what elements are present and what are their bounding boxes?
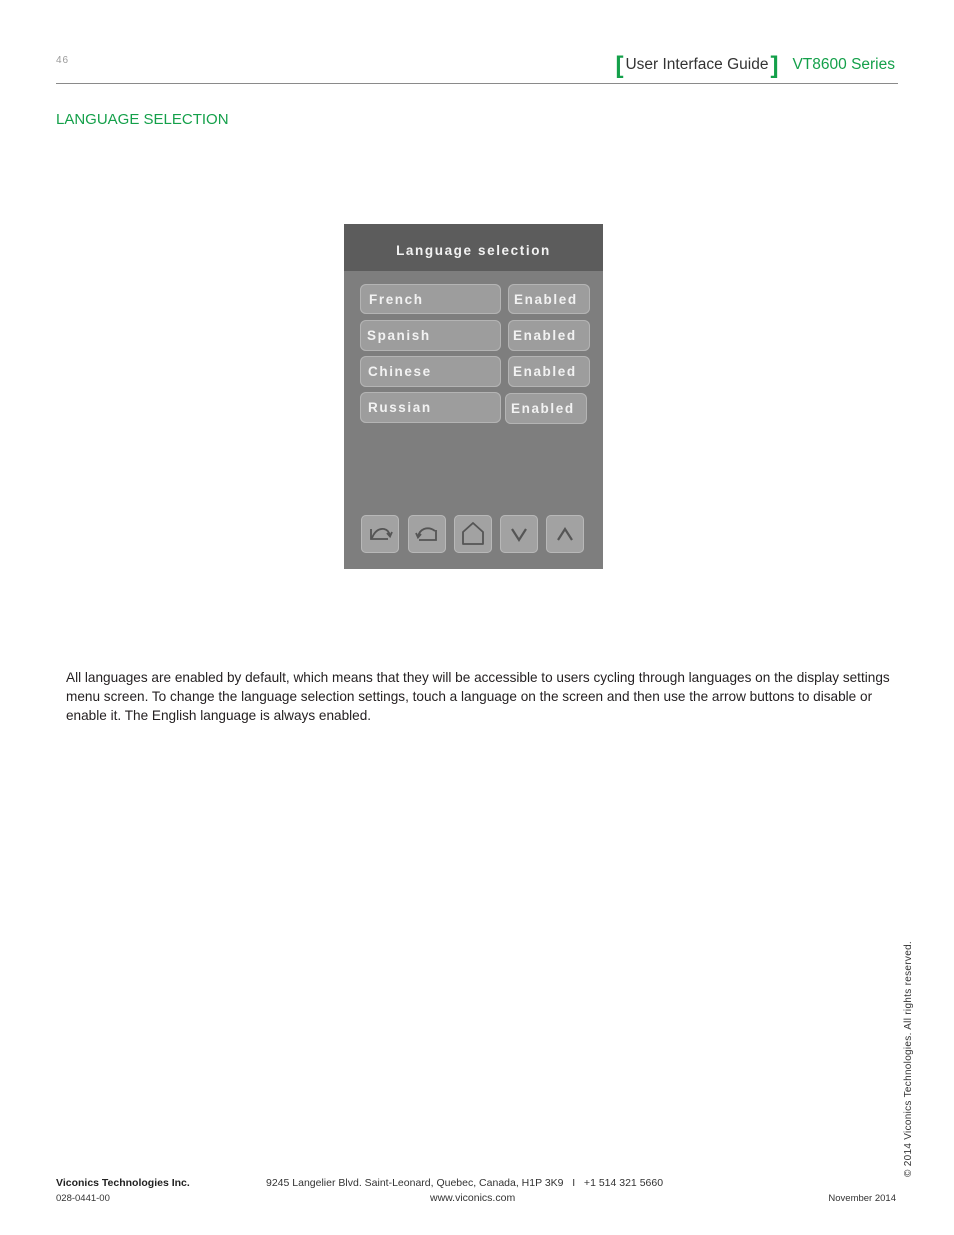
language-button-spanish[interactable]: Spanish bbox=[360, 320, 501, 351]
body-paragraph: All languages are enabled by default, which means that they will be accessible to users cycling through languages on the display settings menu screen. To change the language selection settings, touch a language on the screen and then use the arrow buttons to disable or enable it. The English language is always enabled. bbox=[66, 670, 890, 723]
footer-website[interactable]: www.viconics.com bbox=[430, 1192, 516, 1204]
chevron-down-icon bbox=[505, 520, 533, 548]
header-divider bbox=[56, 83, 898, 84]
page-number: 46 bbox=[56, 55, 70, 66]
footer-date: November 2014 bbox=[828, 1193, 896, 1204]
back-icon bbox=[366, 520, 394, 548]
guide-title: User Interface Guide bbox=[625, 56, 769, 73]
chevron-up-icon bbox=[551, 520, 579, 548]
status-button-chinese[interactable]: Enabled bbox=[508, 356, 590, 387]
forward-icon bbox=[413, 520, 441, 548]
bracket-close: ] bbox=[770, 52, 779, 79]
language-button-french[interactable]: French bbox=[360, 284, 501, 314]
copyright-notice: © 2014 Viconics Technologies. All rights reserved. bbox=[903, 940, 914, 1177]
series-title: VT8600 Series bbox=[792, 56, 895, 73]
section-title: LANGUAGE SELECTION bbox=[56, 111, 229, 128]
language-button-russian[interactable]: Russian bbox=[360, 392, 501, 423]
status-button-spanish[interactable]: Enabled bbox=[508, 320, 590, 351]
home-button[interactable] bbox=[454, 515, 492, 553]
forward-button[interactable] bbox=[408, 515, 446, 553]
footer-doc-number: 028-0441-00 bbox=[56, 1193, 110, 1204]
home-icon bbox=[459, 520, 487, 548]
footer-company: Viconics Technologies Inc. bbox=[56, 1177, 190, 1189]
down-button[interactable] bbox=[500, 515, 538, 553]
bracket-open: [ bbox=[615, 52, 624, 79]
status-button-french[interactable]: Enabled bbox=[508, 284, 590, 314]
device-title: Language selection bbox=[396, 243, 551, 258]
up-button[interactable] bbox=[546, 515, 584, 553]
device-screen bbox=[344, 224, 603, 569]
status-button-russian[interactable]: Enabled bbox=[505, 393, 587, 424]
device-header bbox=[344, 224, 603, 271]
footer-address: 9245 Langelier Blvd. Saint-Leonard, Quebec, Canada, H1P 3K9 I +1 514 321 5660 bbox=[266, 1177, 664, 1189]
language-button-chinese[interactable]: Chinese bbox=[360, 356, 501, 387]
back-button[interactable] bbox=[361, 515, 399, 553]
header-title bbox=[615, 53, 895, 77]
